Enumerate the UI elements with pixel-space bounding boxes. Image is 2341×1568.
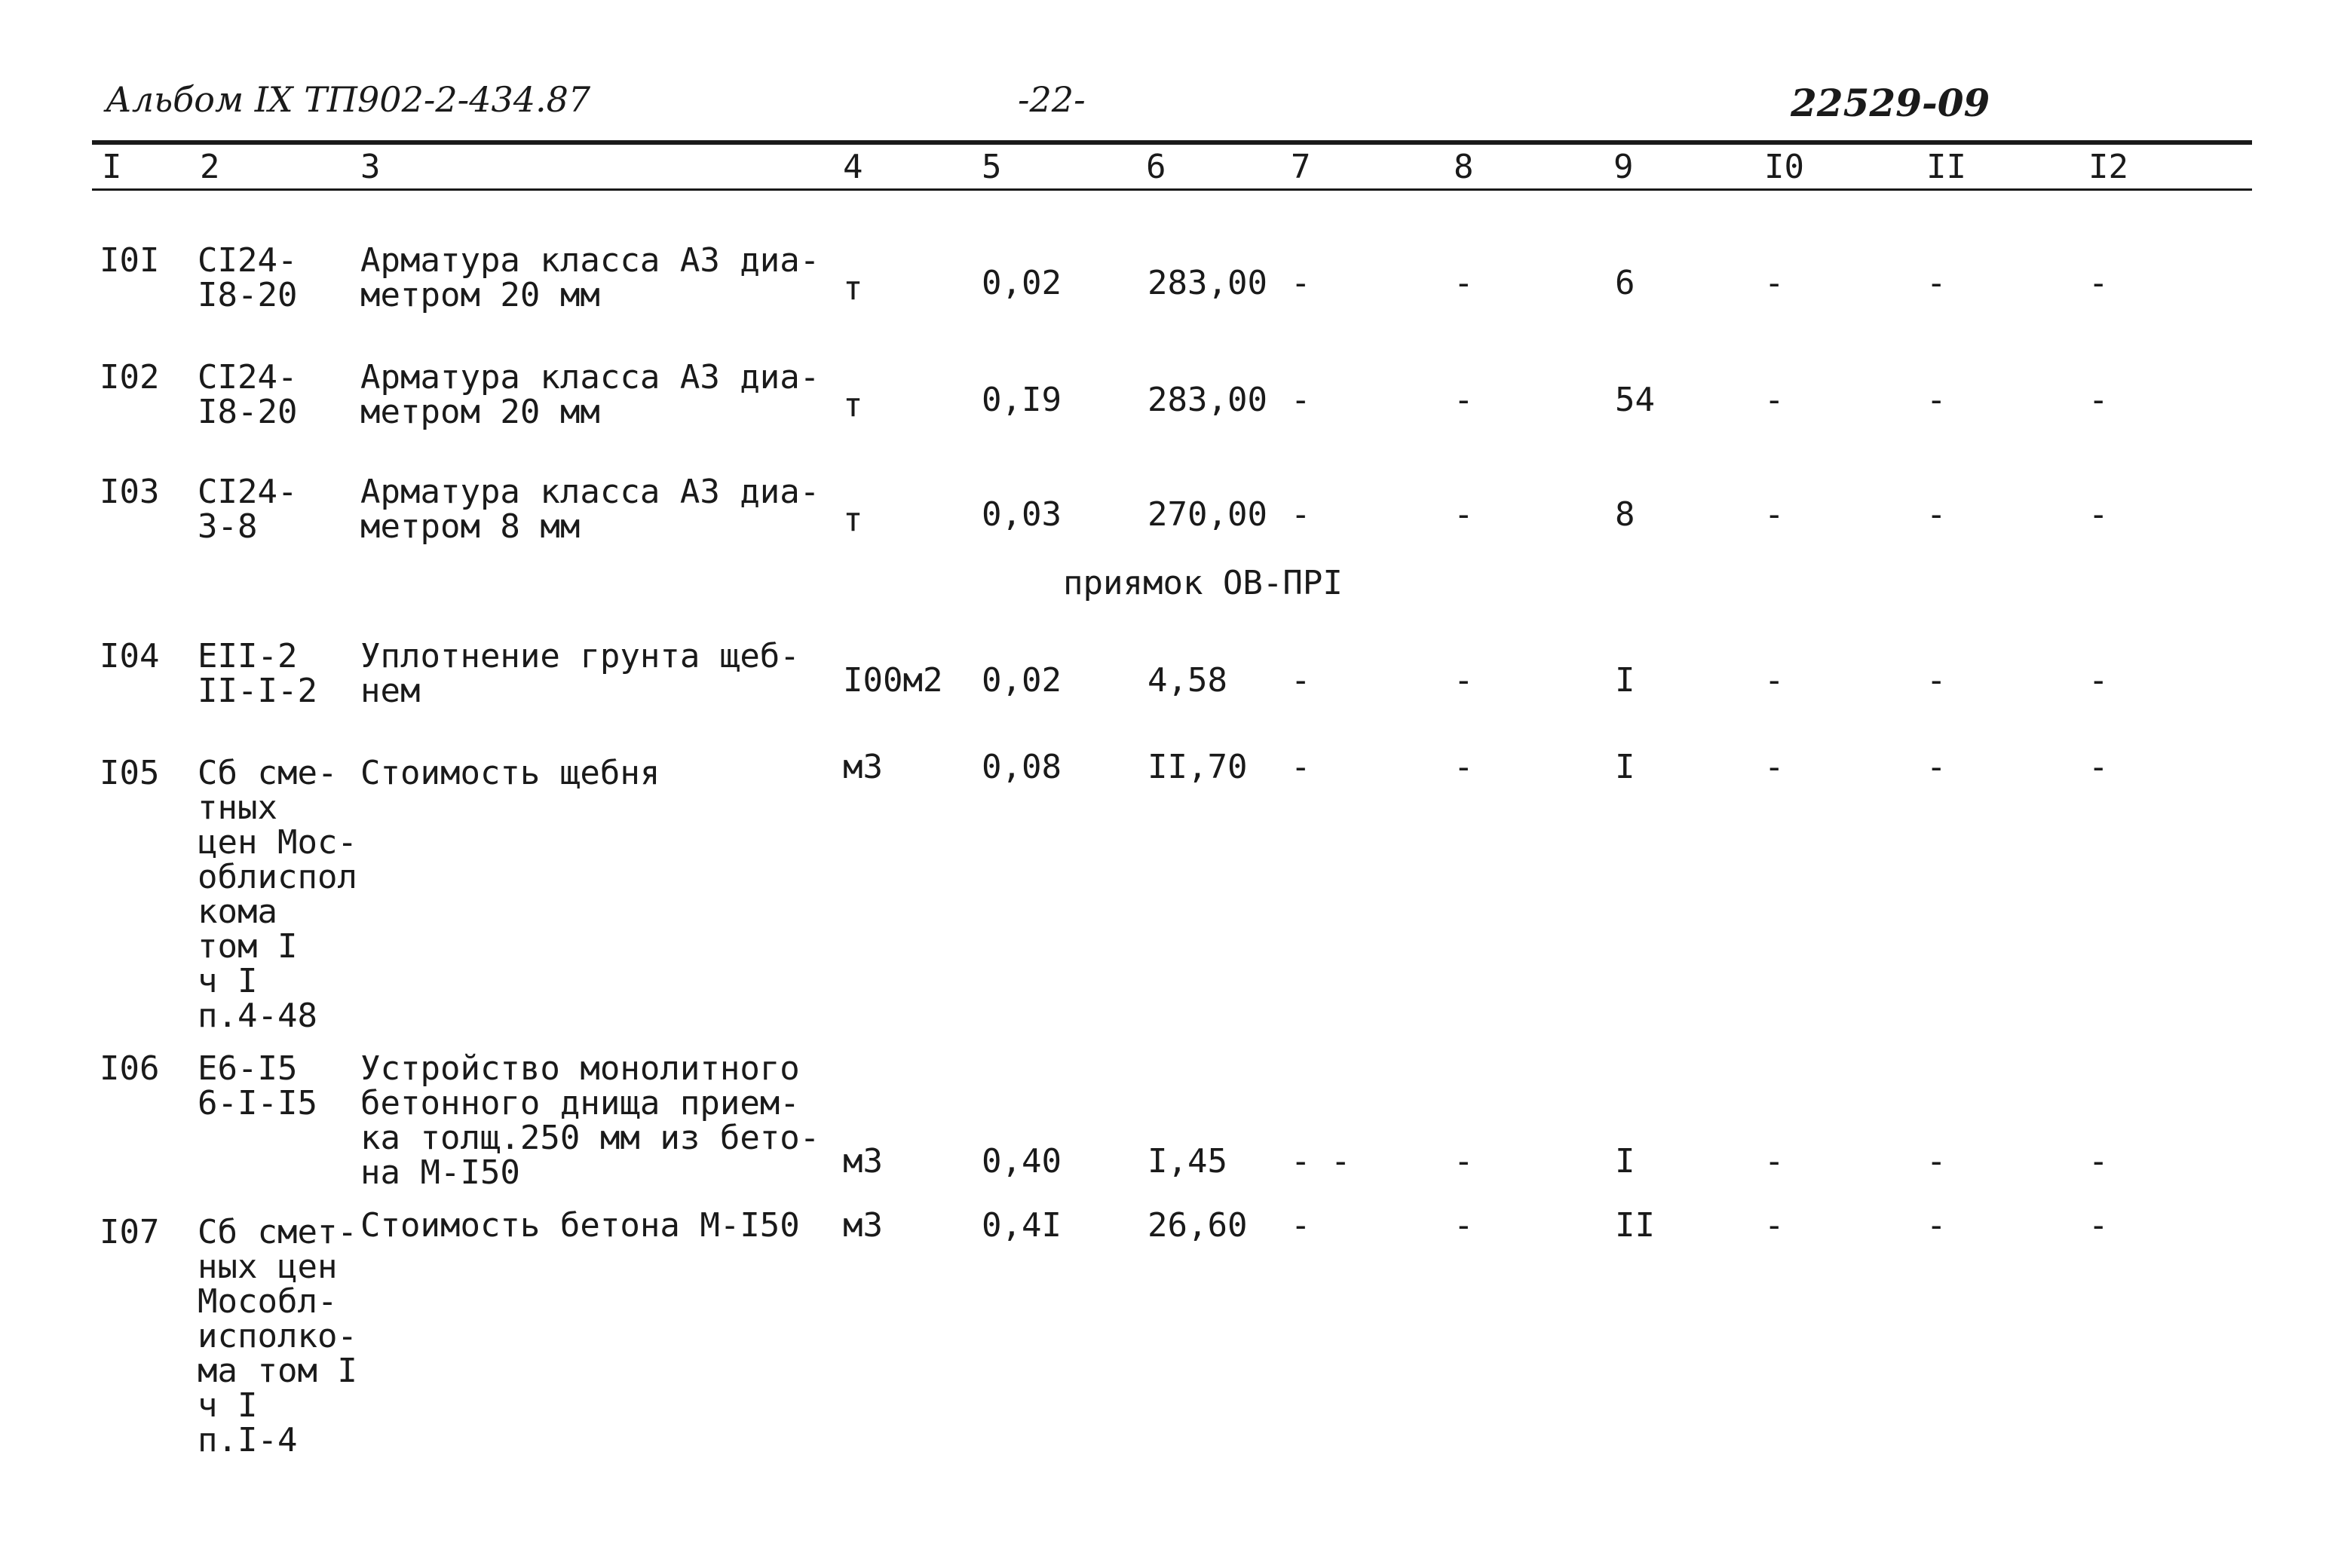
row-105-name: Стоимость щебня — [360, 754, 660, 792]
row-106-quantity: 0,40 — [982, 1142, 1062, 1181]
row-105-col10: - — [1764, 748, 1785, 786]
row-103-col8: - — [1454, 495, 1474, 534]
column-number-7: 7 — [1291, 148, 1311, 186]
row-107-code: Сб смет- ных цен Мособл- исполко- ма том I ч I п.I-4 — [198, 1213, 357, 1459]
row-107-price: 26,60 — [1148, 1206, 1248, 1245]
row-105-col12: - — [2088, 748, 2109, 786]
row-105-col7: - — [1291, 748, 1311, 786]
row-102-quantity: 0,I9 — [982, 381, 1062, 419]
row-103-col11: - — [1926, 495, 1947, 534]
row-102-col10: - — [1764, 381, 1785, 419]
row-104-unit: I00м2 — [843, 661, 943, 700]
row-107-col11: - — [1926, 1206, 1947, 1245]
row-106-col12: - — [2088, 1142, 2109, 1181]
row-103-name: Арматура класса А3 диа- метром 8 мм — [360, 473, 820, 546]
row-106-col7: - - — [1291, 1142, 1351, 1181]
row-103-unit: т — [843, 501, 863, 539]
row-102-col11: - — [1926, 381, 1947, 419]
row-105-col9: I — [1615, 748, 1635, 786]
row-104-col7: - — [1291, 661, 1311, 700]
album-reference: Альбом IX ТП902-2-434.87 — [106, 79, 591, 120]
row-104-price: 4,58 — [1148, 661, 1227, 700]
column-number-6: 6 — [1146, 148, 1166, 186]
row-103-col12: - — [2088, 495, 2109, 534]
row-104-col11: - — [1926, 661, 1947, 700]
column-number-5: 5 — [982, 148, 1002, 186]
column-number-11: II — [1926, 148, 1966, 186]
column-number-10: I0 — [1764, 148, 1804, 186]
column-number-2: 2 — [200, 148, 220, 186]
row-107-col8: - — [1454, 1206, 1474, 1245]
row-103-col9: 8 — [1615, 495, 1635, 534]
row-102-unit: т — [843, 386, 863, 424]
row-106-number: I06 — [100, 1049, 160, 1088]
row-102-number: I02 — [100, 358, 160, 397]
row-101-name: Арматура класса А3 диа- метром 20 мм — [360, 241, 820, 314]
row-106-col9: I — [1615, 1142, 1635, 1181]
column-number-9: 9 — [1613, 148, 1634, 186]
row-104-name: Уплотнение грунта щеб- нем — [360, 637, 800, 710]
row-104-col10: - — [1764, 661, 1785, 700]
row-102-col8: - — [1454, 381, 1474, 419]
row-101-number: I0I — [100, 241, 160, 280]
row-103-col7: - — [1291, 495, 1311, 534]
row-101-col9: 6 — [1615, 264, 1635, 302]
row-103-code: CI24- 3-8 — [198, 473, 298, 546]
row-107-col9: II — [1615, 1206, 1655, 1245]
row-104-col9: I — [1615, 661, 1635, 700]
row-107-col7: - — [1291, 1206, 1311, 1245]
row-105-code: Сб сме- тных цен Мос- облиспол кома том I ч I п.4-48 — [198, 754, 357, 1035]
row-101-col8: - — [1454, 264, 1474, 302]
row-106-col10: - — [1764, 1142, 1785, 1181]
row-103-price: 270,00 — [1148, 495, 1267, 534]
row-106-col11: - — [1926, 1142, 1947, 1181]
row-102-col12: - — [2088, 381, 2109, 419]
column-number-12: I2 — [2088, 148, 2128, 186]
row-106-unit: м3 — [843, 1142, 883, 1181]
row-106-name: Устройство монолитного бетонного днища прием- ка толщ.250 мм из бето- на М-I50 — [360, 1049, 820, 1192]
row-104-col8: - — [1454, 661, 1474, 700]
row-105-number: I05 — [100, 754, 160, 792]
row-103-quantity: 0,03 — [982, 495, 1062, 534]
row-106-price: I,45 — [1148, 1142, 1227, 1181]
row-102-code: CI24- I8-20 — [198, 358, 298, 431]
row-105-quantity: 0,08 — [982, 748, 1062, 786]
column-number-3: 3 — [360, 148, 381, 186]
row-102-price: 283,00 — [1148, 381, 1267, 419]
row-101-price: 283,00 — [1148, 264, 1267, 302]
row-104-number: I04 — [100, 637, 160, 675]
row-106-code: E6-I5 6-I-I5 — [198, 1049, 317, 1122]
row-105-col8: - — [1454, 748, 1474, 786]
row-101-col10: - — [1764, 264, 1785, 302]
row-107-name: Стоимость бетона М-I50 — [360, 1206, 800, 1245]
row-107-col12: - — [2088, 1206, 2109, 1245]
row-106-col8: - — [1454, 1142, 1474, 1181]
row-101-quantity: 0,02 — [982, 264, 1062, 302]
row-104-quantity: 0,02 — [982, 661, 1062, 700]
row-107-quantity: 0,4I — [982, 1206, 1062, 1245]
row-102-col7: - — [1291, 381, 1311, 419]
column-number-8: 8 — [1454, 148, 1474, 186]
row-107-col10: - — [1764, 1206, 1785, 1245]
page-number: -22- — [1018, 79, 1086, 120]
header-top-rule — [92, 140, 2252, 145]
row-104-code: EII-2 II-I-2 — [198, 637, 317, 710]
row-102-col9: 54 — [1615, 381, 1655, 419]
row-107-number: I07 — [100, 1213, 160, 1251]
column-number-4: 4 — [843, 148, 863, 186]
row-101-col7: - — [1291, 264, 1311, 302]
row-105-unit: м3 — [843, 748, 883, 786]
row-101-col11: - — [1926, 264, 1947, 302]
document-code: 22529-09 — [1791, 81, 1990, 125]
row-105-col11: - — [1926, 748, 1947, 786]
header-bottom-rule — [92, 188, 2252, 191]
row-103-col10: - — [1764, 495, 1785, 534]
subsection-heading: приямок ОВ-ПРI — [1063, 564, 1343, 602]
row-102-name: Арматура класса А3 диа- метром 20 мм — [360, 358, 820, 431]
row-104-col12: - — [2088, 661, 2109, 700]
column-number-1: I — [102, 148, 122, 186]
row-107-unit: м3 — [843, 1206, 883, 1245]
row-101-unit: т — [843, 269, 863, 308]
row-103-number: I03 — [100, 473, 160, 511]
row-105-price: II,70 — [1148, 748, 1248, 786]
row-101-col12: - — [2088, 264, 2109, 302]
row-101-code: CI24- I8-20 — [198, 241, 298, 314]
